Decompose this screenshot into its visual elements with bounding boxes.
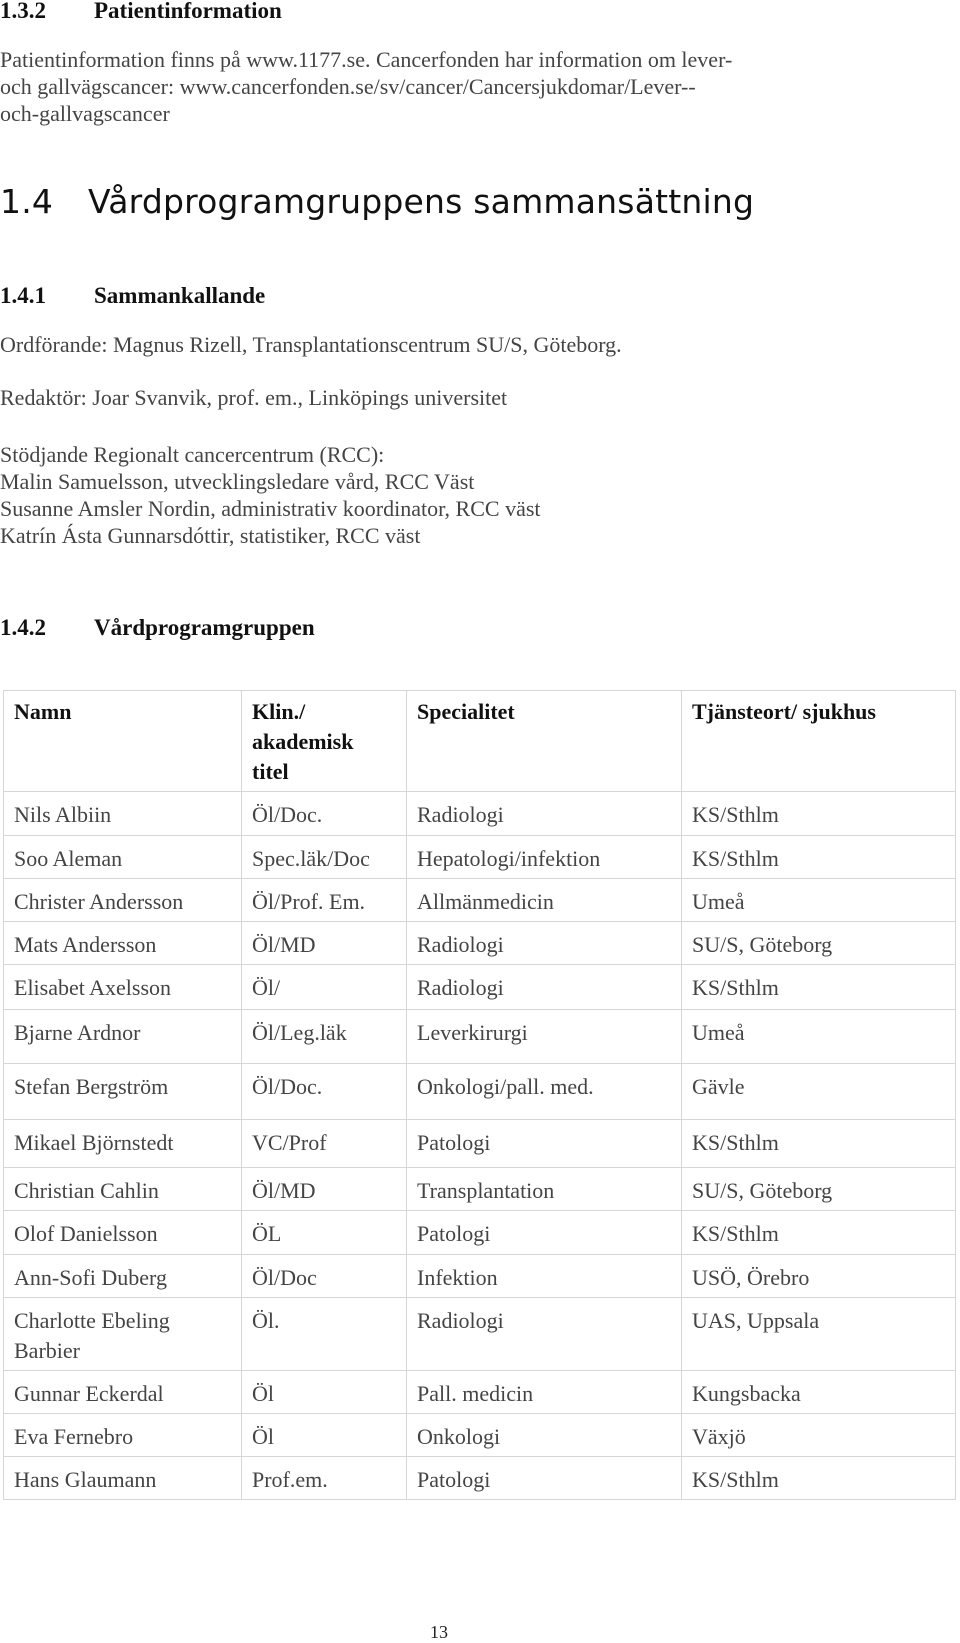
cell-location: KS/Sthlm <box>682 1211 956 1255</box>
cell-title: Öl/MD <box>242 1168 407 1211</box>
editor-line <box>0 384 507 411</box>
paragraph-line: och-gallvagscancer <box>0 101 170 126</box>
support-line: Malin Samuelsson, utvecklingsledare vård, RCC Väst <box>0 469 475 494</box>
table-row <box>4 1168 956 1211</box>
section-title: Vårdprogramgruppens sammansättning <box>88 182 755 221</box>
page-number: 13 <box>430 1622 448 1642</box>
cell-title: Öl/Prof. Em. <box>242 879 407 922</box>
cell-title: Öl/Doc <box>242 1255 407 1298</box>
cell-specialty: Radiologi <box>407 792 682 836</box>
section-title: Vårdprogramgruppen <box>94 615 315 640</box>
cell-location: Växjö <box>682 1414 956 1457</box>
care-program-group-table <box>3 690 956 1500</box>
cell-location: SU/S, Göteborg <box>682 922 956 965</box>
editor-text: Redaktör: Joar Svanvik, prof. em., Linköpings universitet <box>0 385 508 410</box>
cell-location: Umeå <box>682 879 956 922</box>
cell-specialty: Onkologi <box>407 1414 682 1457</box>
cell-title: Öl <box>242 1414 407 1457</box>
table-row <box>4 1064 956 1120</box>
cell-specialty: Transplantation <box>407 1168 682 1211</box>
cell-title: VC/Prof <box>242 1120 407 1168</box>
cell-location: Gävle <box>682 1064 956 1120</box>
cell-specialty: Patologi <box>407 1211 682 1255</box>
cell-location: KS/Sthlm <box>682 836 956 879</box>
section-number: 1.3.2 <box>0 0 46 23</box>
table-row <box>4 836 956 879</box>
section-number: 1.4.1 <box>0 283 46 308</box>
section-heading-1-3-2 <box>0 0 282 24</box>
cell-location: SU/S, Göteborg <box>682 1168 956 1211</box>
cell-specialty: Hepatologi/infektion <box>407 836 682 879</box>
cell-specialty: Patologi <box>407 1457 682 1500</box>
section-number: 1.4.2 <box>0 615 46 640</box>
table-row <box>4 965 956 1010</box>
cell-location: Umeå <box>682 1010 956 1064</box>
cell-title: Öl/MD <box>242 922 407 965</box>
chair-line <box>0 331 622 358</box>
cell-location: KS/Sthlm <box>682 1457 956 1500</box>
cell-title: Öl/Leg.läk <box>242 1010 407 1064</box>
cell-name: Mats Andersson <box>4 922 242 965</box>
cell-title: Öl/Doc. <box>242 792 407 836</box>
table-row <box>4 1211 956 1255</box>
cell-location: KS/Sthlm <box>682 792 956 836</box>
section-heading-1-4-2 <box>0 615 315 641</box>
cell-name: Soo Aleman <box>4 836 242 879</box>
chair-text: Ordförande: Magnus Rizell, Transplantationscentrum SU/S, Göteborg. <box>0 332 622 357</box>
cell-location: UAS, Uppsala <box>682 1298 956 1371</box>
cell-specialty: Radiologi <box>407 922 682 965</box>
cell-name: Ann-Sofi Duberg <box>4 1255 242 1298</box>
table-row <box>4 1010 956 1064</box>
cell-name: Eva Fernebro <box>4 1414 242 1457</box>
table-row <box>4 1414 956 1457</box>
cell-specialty: Onkologi/pall. med. <box>407 1064 682 1120</box>
table-row <box>4 922 956 965</box>
section-title: Patientinformation <box>94 0 282 23</box>
table-row <box>4 1120 956 1168</box>
cell-location: KS/Sthlm <box>682 965 956 1010</box>
table-row <box>4 1255 956 1298</box>
cell-name: Olof Danielsson <box>4 1211 242 1255</box>
cell-name: Mikael Björnstedt <box>4 1120 242 1168</box>
cell-location: KS/Sthlm <box>682 1120 956 1168</box>
section-heading-1-4-1 <box>0 283 265 309</box>
cell-location: Kungsbacka <box>682 1371 956 1414</box>
cell-specialty: Radiologi <box>407 965 682 1010</box>
cell-title: Öl/ <box>242 965 407 1010</box>
cell-title: Prof.em. <box>242 1457 407 1500</box>
cell-specialty: Patologi <box>407 1120 682 1168</box>
table-row <box>4 1298 956 1371</box>
cell-specialty: Infektion <box>407 1255 682 1298</box>
paragraph-line: och gallvägscancer: www.cancerfonden.se/sv/cancer/Cancersjukdomar/Lever-- <box>0 74 696 99</box>
cell-name: Christian Cahlin <box>4 1168 242 1211</box>
support-line: Katrín Ásta Gunnarsdóttir, statistiker, RCC väst <box>0 523 421 548</box>
support-line: Stödjande Regionalt cancercentrum (RCC): <box>0 442 385 467</box>
support-line: Susanne Amsler Nordin, administrativ koordinator, RCC väst <box>0 496 541 521</box>
rcc-support-block <box>0 441 541 549</box>
cell-name: Stefan Bergström <box>4 1064 242 1120</box>
cell-specialty: Radiologi <box>407 1298 682 1371</box>
cell-specialty: Allmänmedicin <box>407 879 682 922</box>
column-header-title: Klin./ akademisk titel <box>242 691 407 792</box>
cell-name: Gunnar Eckerdal <box>4 1371 242 1414</box>
section-title: Sammankallande <box>94 283 266 308</box>
table-header-row <box>4 691 956 792</box>
table-row <box>4 1457 956 1500</box>
cell-title: Öl/Doc. <box>242 1064 407 1120</box>
cell-name: Elisabet Axelsson <box>4 965 242 1010</box>
cell-title: ÖL <box>242 1211 407 1255</box>
cell-title: Spec.läk/Doc <box>242 836 407 879</box>
cell-name: Hans Glaumann <box>4 1457 242 1500</box>
cell-title: Öl <box>242 1371 407 1414</box>
column-header-specialty: Specialitet <box>407 691 682 792</box>
column-header-name: Namn <box>4 691 242 792</box>
cell-specialty: Leverkirurgi <box>407 1010 682 1064</box>
cell-location: USÖ, Örebro <box>682 1255 956 1298</box>
table-row <box>4 792 956 836</box>
section-number: 1.4 <box>0 182 54 221</box>
cell-name: Christer Andersson <box>4 879 242 922</box>
section-heading-1-4 <box>0 182 754 222</box>
table-row <box>4 879 956 922</box>
cell-name: Charlotte Ebeling Barbier <box>4 1298 242 1371</box>
cell-name: Nils Albiin <box>4 792 242 836</box>
cell-title: Öl. <box>242 1298 407 1371</box>
column-header-location: Tjänsteort/ sjukhus <box>682 691 956 792</box>
table-row <box>4 1371 956 1414</box>
cell-name: Bjarne Ardnor <box>4 1010 242 1064</box>
paragraph-line: Patientinformation finns på www.1177.se. Cancerfonden har information om lever- <box>0 47 733 72</box>
patient-info-paragraph <box>0 46 732 127</box>
cell-specialty: Pall. medicin <box>407 1371 682 1414</box>
